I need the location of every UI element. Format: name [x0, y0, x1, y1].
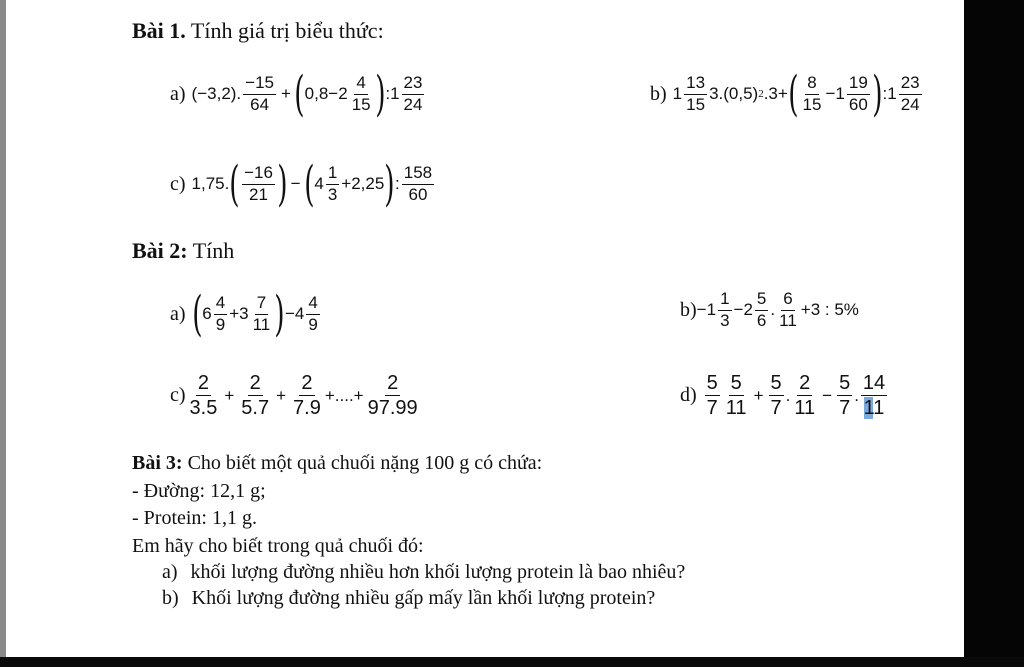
bai3-heading [132, 452, 542, 475]
bai2-heading [132, 238, 234, 264]
bai2-d-frac6: $\frac{14}{11}$ [862, 372, 886, 419]
bai3-qb-label: b) [162, 587, 179, 609]
bai2-a-frac2: $\frac{7}{11}$ [252, 292, 271, 334]
bai2-c-plus1: + [224, 385, 235, 405]
bai1-instruction: Tính giá trị biểu thức: [190, 18, 384, 43]
bai1-a-term1: (−3,2). [191, 84, 242, 103]
bai1-a-expression: a) (−3,2). $\frac{-15}{64}$ + ( 0,8−2 $\frac{4}{15}$ ) :1 $\frac{23}{24}$ [170, 66, 423, 122]
bai1-c-div: : [395, 174, 400, 193]
bai2-b-term2: −2 [733, 300, 753, 320]
bai1-c-whole: 4 [314, 174, 324, 193]
bai1-b-term2: .3+ [763, 84, 788, 103]
bai2-d-minus: − [822, 385, 833, 405]
bai1-a-frac2: $\frac{4}{15}$ [351, 72, 371, 114]
bai3-ask: Em hãy cho biết trong quả chuối đó: [132, 535, 424, 557]
bai2-b-frac1: $\frac{1}{3}$ [720, 289, 730, 330]
bai2-a-label: a) [170, 302, 186, 325]
text-selection-highlight[interactable]: 1 [863, 397, 874, 419]
bai2-d-plus: + [753, 385, 764, 405]
bai2-d-frac5: $\frac{5}{7}$ [839, 372, 851, 419]
bai1-c-term2: +2,25 [341, 174, 385, 193]
bai2-instruction: Tính [192, 238, 235, 263]
bai1-b-expression: b) 1 $\frac{13}{15}$ 3.(0,5) 2 .3+ ( $\frac{8}{15}$ −1 $\frac{19}{60}$ ) :1 $\frac{23}{24}$ [650, 66, 920, 122]
bai2-b-label: b) [680, 298, 697, 321]
bai2-c-dots: +....+ [324, 385, 364, 405]
bai1-c-label: c) [170, 172, 186, 195]
bai2-d-expression: d) $\frac{5}{7}$ $\frac{5}{11}$ + $\frac{5}{7}$ . $\frac{2}{11}$ − $\frac{5}{7}$ . $\frac{14}{11}$ [680, 372, 886, 419]
bai1-b-exponent: 2 [758, 88, 764, 100]
bai2-d-frac1: $\frac{5}{7}$ [706, 372, 718, 419]
bai2-a-plus: +3 [229, 304, 249, 323]
bai2-a-whole1: 6 [202, 304, 212, 323]
bai2-a-expression: a) ( 6 $\frac{4}{9}$ +3 $\frac{7}{11}$ ) −4 $\frac{4}{9}$ [170, 286, 318, 342]
bai2-a-frac1: $\frac{4}{9}$ [215, 292, 226, 334]
bai1-a-inner: 0,8−2 [304, 84, 348, 103]
bai1-c-frac1: $\frac{-16}{21}$ [244, 162, 273, 204]
bai2-a-minus: −4 [285, 304, 305, 323]
bai1-b-term1: 3.(0,5) [709, 84, 759, 103]
bai2-b-expression [680, 290, 859, 330]
window-bottom-edge [0, 657, 1024, 667]
bai1-a-div: :1 [385, 84, 400, 103]
bai3-qb-text: Khối lượng đường nhiều gấp mấy lần khối lượng protein? [191, 587, 656, 609]
bai3-item-protein: - Protein: 1,1 g. [132, 507, 257, 529]
bai1-a-label: a) [170, 82, 186, 105]
bai3-intro: Cho biết một quả chuối nặng 100 g có chứa: [187, 452, 543, 474]
bai2-d-dot: . [785, 385, 791, 405]
bai3-question-a [162, 561, 685, 584]
bai2-b-frac2: $\frac{5}{6}$ [756, 289, 767, 330]
bai1-a-frac3: $\frac{23}{24}$ [403, 72, 423, 114]
bai2-title: Bài 2: [132, 238, 188, 263]
bai3-question-b [162, 587, 655, 610]
bai2-b-term1: −1 [696, 300, 717, 320]
bai2-c-frac3: $\frac{2}{7.9}$ [293, 372, 321, 419]
bai1-a-plus: + [281, 84, 291, 103]
bai1-b-whole: 1 [672, 84, 683, 103]
bai2-b-term3: +3 : 5% [800, 300, 859, 320]
bai1-c-term1: 1,75. [191, 174, 230, 193]
bai2-c-label: c) [170, 384, 186, 406]
bai1-c-minus: − [290, 174, 301, 193]
bai1-b-minus: −1 [825, 84, 845, 103]
window-right-edge [964, 0, 1024, 667]
bai1-b-div: :1 [882, 84, 897, 103]
bai1-heading [132, 18, 384, 44]
bai2-a-frac3: $\frac{4}{9}$ [308, 292, 318, 334]
bai1-a-frac1: $\frac{-15}{64}$ [245, 72, 274, 114]
bai2-c-frac1: $\frac{2}{3.5}$ [189, 372, 218, 419]
bai1-c-frac3: $\frac{158}{60}$ [403, 162, 433, 204]
bai3-qa-label: a) [162, 561, 178, 583]
bai2-b-frac3: $\frac{6}{11}$ [779, 289, 797, 330]
bai3-item-sugar: - Đường: 12,1 g; [132, 480, 266, 502]
bai2-c-frac4: $\frac{2}{97.99}$ [367, 372, 418, 419]
bai3-qa-text: khối lượng đường nhiều hơn khối lượng protein là bao nhiêu? [190, 561, 686, 583]
bai2-c-frac2: $\frac{2}{5.7}$ [241, 372, 270, 419]
bai2-d-frac4: $\frac{2}{11}$ [794, 372, 816, 419]
bai1-b-label: b) [650, 82, 667, 105]
bai1-c-expression: c) 1,75. ( $\frac{-16}{21}$ ) − ( 4 $\frac{1}{3}$ +2,25 ) : $\frac{158}{60}$ [170, 156, 433, 212]
bai2-c-plus2: + [276, 385, 287, 405]
bai2-c-expression [170, 372, 422, 419]
bai1-b-frac3: $\frac{19}{60}$ [848, 72, 868, 114]
window-left-edge [0, 0, 6, 667]
bai2-d-frac3: $\frac{5}{7}$ [770, 372, 782, 419]
bai2-d-frac2: $\frac{5}{11}$ [725, 372, 747, 419]
bai1-title: Bài 1. [132, 18, 186, 43]
bai2-d-label: d) [680, 384, 697, 406]
bai3-title: Bài 3: [132, 452, 183, 474]
bai1-b-frac4: $\frac{23}{24}$ [900, 72, 920, 114]
bai1-b-frac2: $\frac{8}{15}$ [802, 72, 822, 114]
bai2-b-dot: . [770, 300, 776, 320]
bai1-b-frac1: $\frac{13}{15}$ [686, 72, 706, 114]
bai1-c-frac2: $\frac{1}{3}$ [327, 162, 338, 204]
